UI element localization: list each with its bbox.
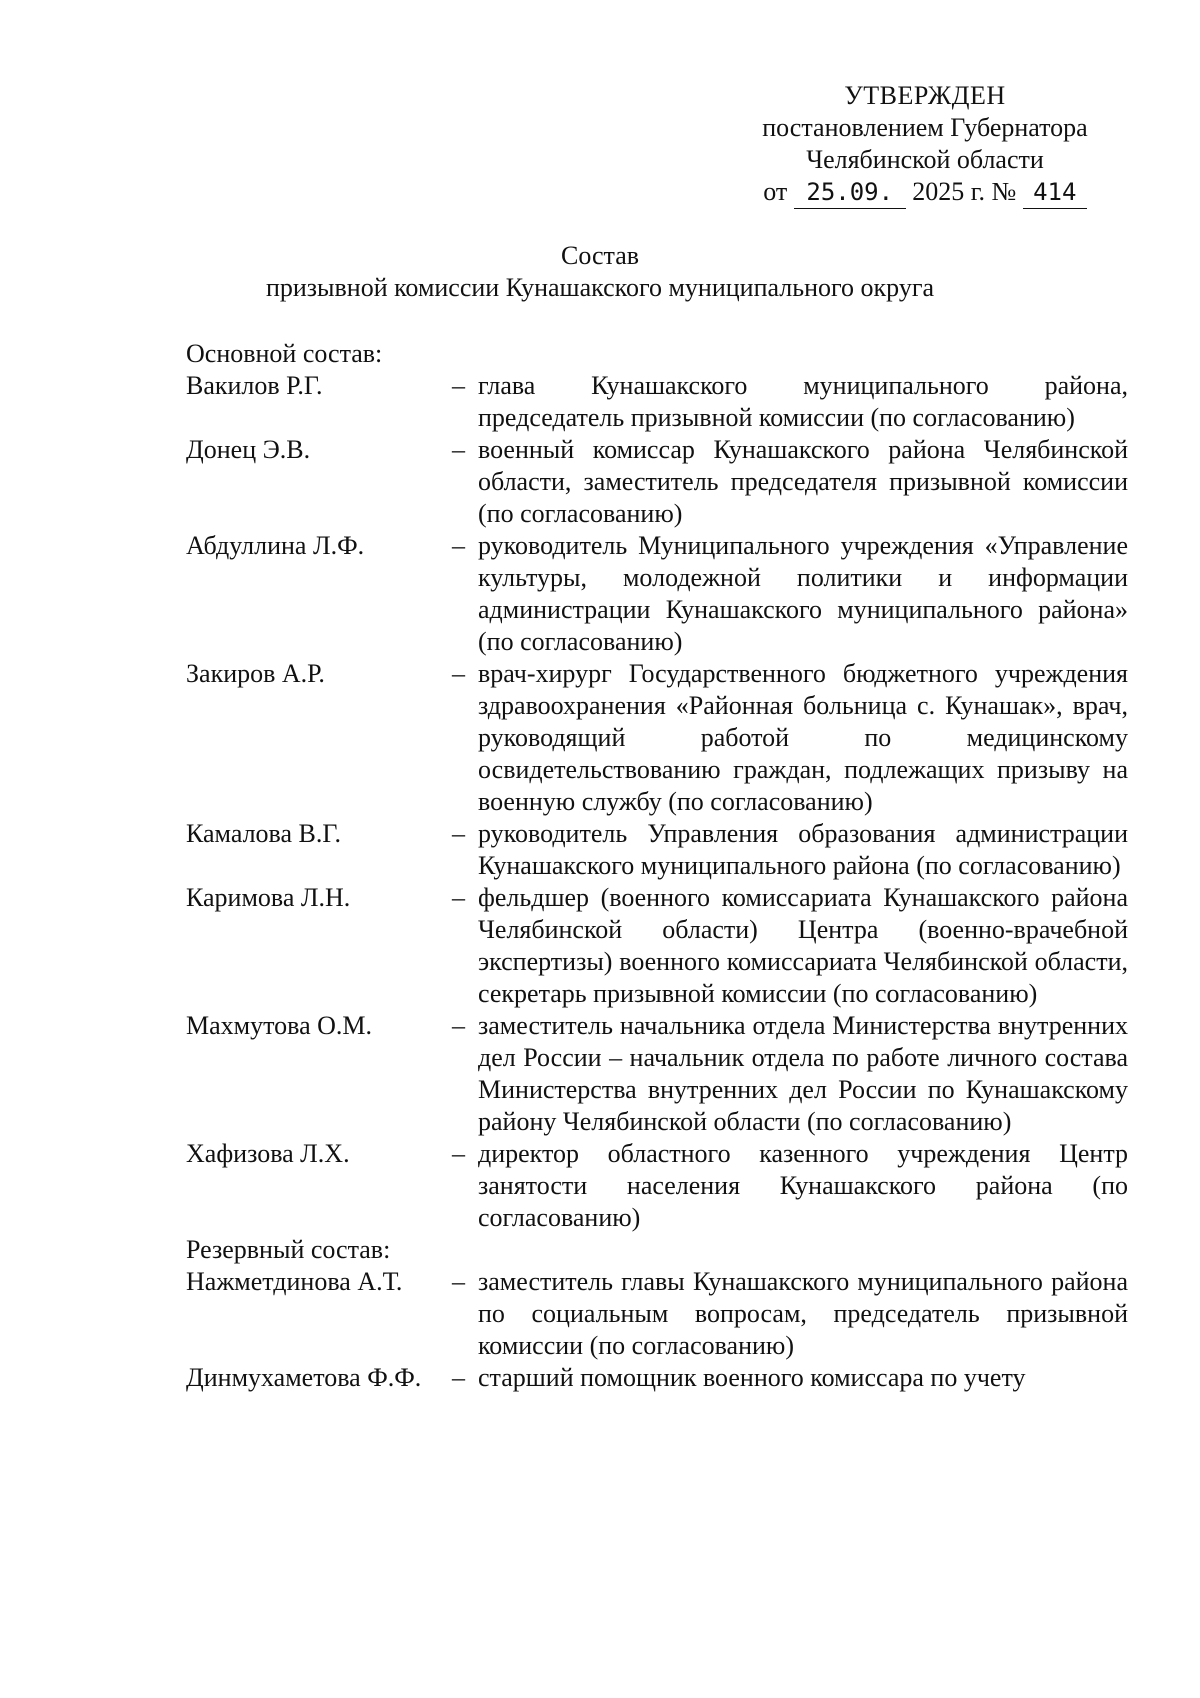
date-prefix: от — [763, 177, 788, 206]
member-name: Хафизова Л.Х. — [186, 1139, 350, 1168]
member-role: руководитель Муниципального учреждения «Управление культуры, молодежной политики и информации администрации Кунашакского муниципального района» (по согласованию) — [478, 531, 1128, 656]
dash-separator: – — [452, 1139, 465, 1168]
member-name: Нажметдинова А.Т. — [186, 1267, 403, 1296]
year-and-number-label: 2025 г. № — [912, 177, 1017, 206]
approval-authority: постановлением Губернатора — [762, 113, 1088, 142]
dash-separator: – — [452, 1363, 465, 1392]
member-row — [186, 370, 1128, 434]
member-role: руководитель Управления образования администрации Кунашакского муниципального района (по согласованию) — [478, 819, 1128, 880]
dash-separator: – — [452, 531, 465, 560]
member-role: директор областного казенного учреждения Центр занятости населения Кунашакского района (по согласованию) — [478, 1139, 1128, 1232]
member-role: заместитель главы Кунашакского муниципального района по социальным вопросам, председатель призывной комиссии (по согласованию) — [478, 1267, 1128, 1360]
member-name: Каримова Л.Н. — [186, 883, 351, 912]
member-row — [186, 1138, 1128, 1234]
member-row — [186, 818, 1128, 882]
dash-separator: – — [452, 371, 465, 400]
title-line-2: призывной комиссии Кунашакского муниципального округа — [265, 273, 935, 302]
member-role: фельдшер (военного комиссариата Кунашакского района Челябинской области) Центра (военно-врачебной экспертизы) военного комиссариата Челябинской области, секретарь призывной комиссии (по согласованию) — [478, 883, 1128, 1008]
member-row — [186, 434, 1128, 530]
member-row — [186, 882, 1128, 1010]
dash-separator: – — [452, 435, 465, 464]
title-line-1: Состав — [560, 241, 640, 270]
member-row — [186, 530, 1128, 658]
approval-region: Челябинской области — [806, 145, 1044, 174]
dash-separator: – — [452, 1011, 465, 1040]
member-name: Махмутова О.М. — [186, 1011, 372, 1040]
member-role: военный комиссар Кунашакского района Челябинской области, заместитель председателя призывной комиссии (по согласованию) — [478, 435, 1128, 528]
member-role: заместитель начальника отдела Министерства внутренних дел России – начальник отдела по работе личного состава Министерства внутренних дел России по Кунашакскому району Челябинской области (по согласованию) — [478, 1011, 1128, 1136]
reserve-member-row — [186, 1266, 1128, 1362]
document-title — [0, 240, 1200, 304]
member-name: Донец Э.В. — [186, 435, 311, 464]
main-section-label: Основной состав: — [186, 339, 383, 368]
member-row — [186, 658, 1128, 818]
approval-date-line — [730, 176, 1120, 209]
dash-separator: – — [452, 1267, 465, 1296]
member-row — [186, 1010, 1128, 1138]
commission-roster — [186, 338, 1128, 1394]
reserve-section-label: Резервный состав: — [186, 1235, 391, 1264]
member-name: Закиров А.Р. — [186, 659, 325, 688]
member-name: Камалова В.Г. — [186, 819, 341, 848]
decree-number-field: 414 — [1023, 176, 1087, 209]
member-name: Абдуллина Л.Ф. — [186, 531, 365, 560]
member-role: старший помощник военного комиссара по учету — [478, 1363, 1026, 1392]
date-field: 25.09. — [794, 176, 906, 209]
approval-block — [730, 80, 1120, 209]
approval-heading: УТВЕРЖДЕН — [844, 81, 1006, 110]
member-name: Вакилов Р.Г. — [186, 371, 323, 400]
dash-separator: – — [452, 819, 465, 848]
member-name: Динмухаметова Ф.Ф. — [186, 1363, 422, 1392]
member-role: врач-хирург Государственного бюджетного учреждения здравоохранения «Районная больница с. Кунашак», врач, руководящий работой по медицинскому освидетельствованию граждан, подлежащих призыву на военную службу (по согласованию) — [478, 659, 1128, 816]
dash-separator: – — [452, 883, 465, 912]
reserve-member-row — [186, 1362, 1128, 1394]
dash-separator: – — [452, 659, 465, 688]
member-role: глава Кунашакского муниципального района, председатель призывной комиссии (по согласованию) — [478, 371, 1128, 432]
